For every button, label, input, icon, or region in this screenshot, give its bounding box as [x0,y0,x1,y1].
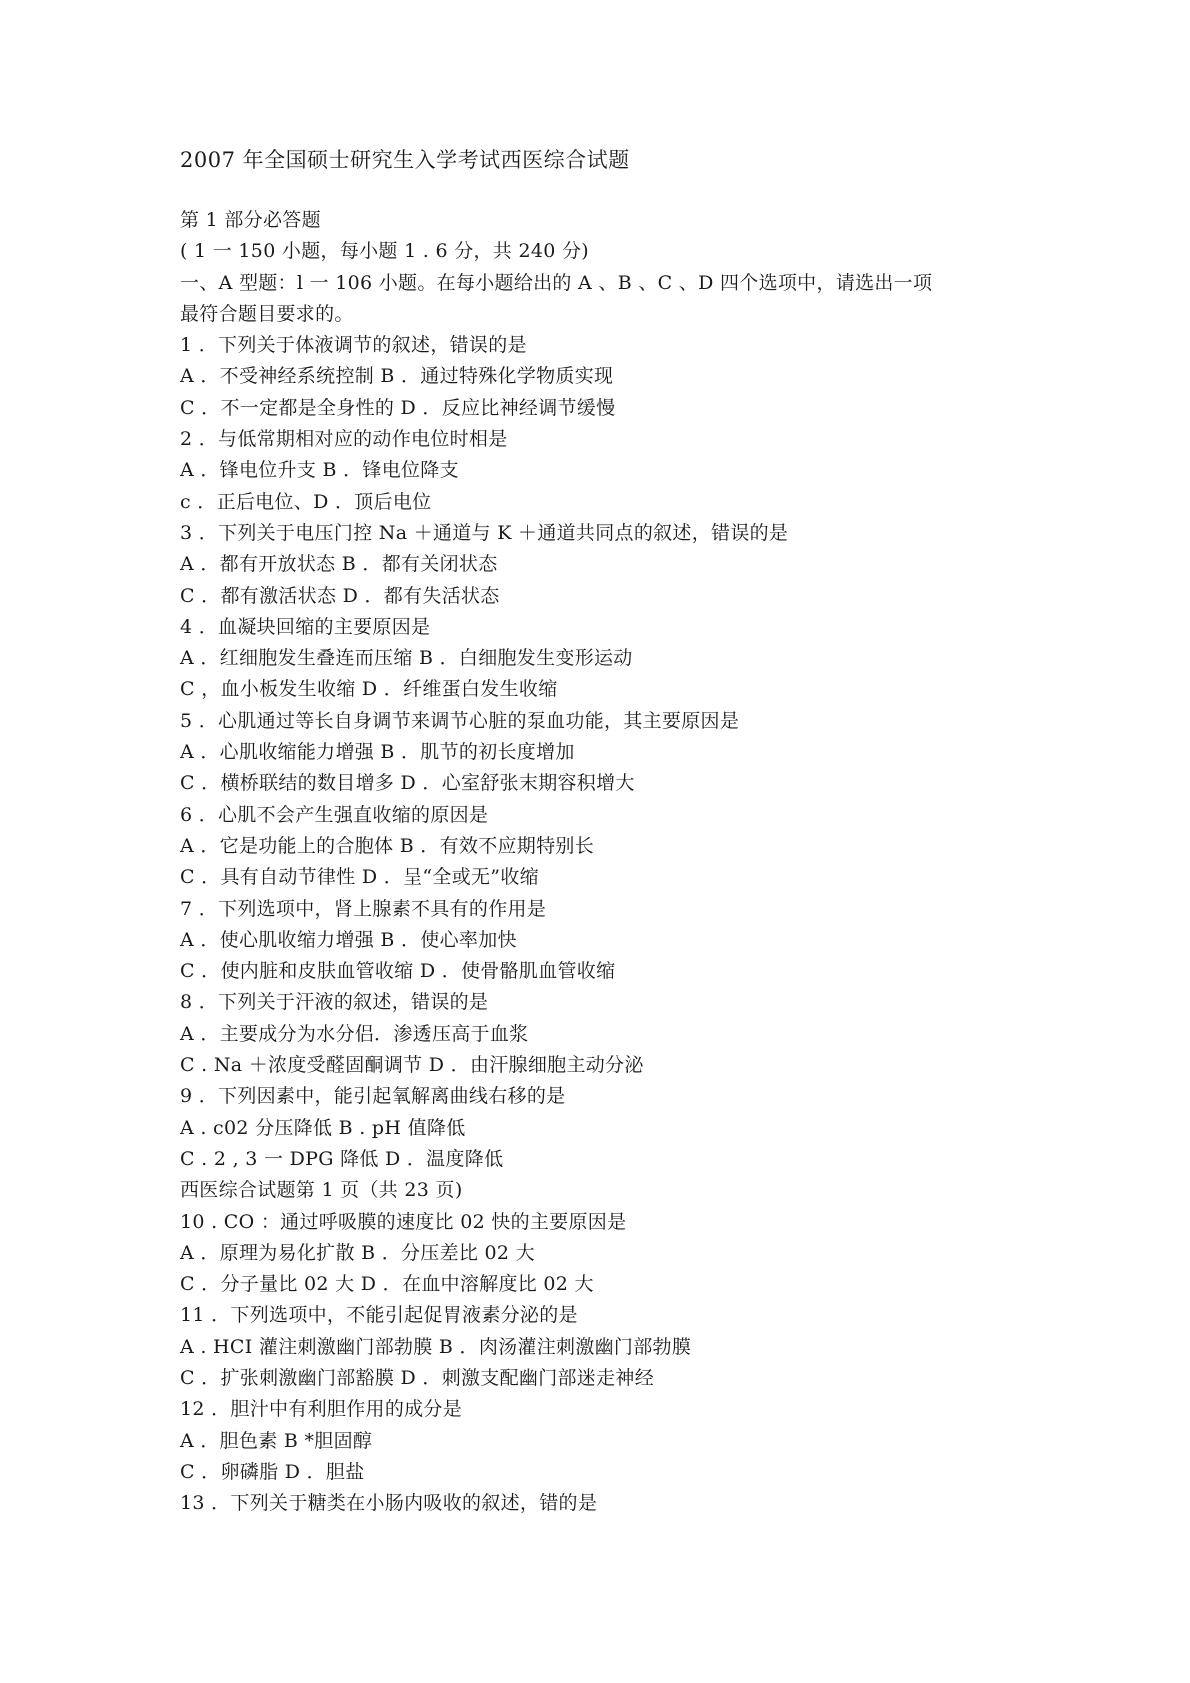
text-line: 7 ．下列选项中，肾上腺素不具有的作用是 [180,897,547,920]
document-title: 2007 年全国硕士研究生入学考试西医综合试题 [180,148,630,172]
text-line: C . Na ＋浓度受醛固酮调节 D ．由汗腺细胞主动分泌 [180,1054,644,1077]
text-line: 12 ．胆汁中有利胆作用的成分是 [180,1398,463,1421]
text-line: 2 ．与低常期相对应的动作电位时相是 [180,428,508,451]
text-line: A ．主要成分为水分侣．渗透压高于血浆 [180,1022,529,1045]
text-line: 11 ．下列选项中，不能引起促胃液素分泌的是 [180,1304,578,1327]
text-line: C . 2 , 3 一 DPG 降低 D ．温度降低 [180,1147,504,1170]
text-line: C ．横桥联结的数目增多 D ．心室舒张末期容积增大 [180,772,635,795]
text-line: 1 ．下列关于体液调节的叙述，错误的是 [180,334,527,357]
text-line: A ．不受神经系统控制 B ．通过特殊化学物质实现 [180,365,614,388]
text-line: C ．扩张刺激幽门部豁膜 D ．刺激支配幽门部迷走神经 [180,1366,654,1389]
text-line: C ．都有激活状态 D ．都有失活状态 [180,584,500,607]
text-line: 4 ．血凝块回缩的主要原因是 [180,615,431,638]
text-line: 3 ．下列关于电压门控 Na ＋通道与 K ＋通道共同点的叙述，错误的是 [180,521,789,544]
text-line: ( 1 一 150 小题，每小题 1 . 6 分，共 240 分) [180,240,589,263]
text-line: 6 ．心肌不会产生强直收缩的原因是 [180,803,489,826]
text-line: A ．使心肌收缩力增强 B ．使心率加快 [180,928,517,951]
text-line: 8 ．下列关于汗液的叙述，错误的是 [180,991,489,1014]
text-line: C ．使内脏和皮肤血管收缩 D ．使骨骼肌血管收缩 [180,960,616,983]
text-line: A ．都有开放状态 B ．都有关闭状态 [180,553,498,576]
document-body [180,205,1060,1519]
text-line: 第 1 部分必答题 [180,209,321,231]
text-line: 9 ．下列因素中，能引起氧解离曲线右移的是 [180,1085,566,1108]
text-line: A ．锋电位升支 B ．锋电位降支 [180,459,459,482]
text-line: A ．原理为易化扩散 B ．分压差比 02 大 [180,1241,535,1264]
text-line: A ．它是功能上的合胞体 B ．有效不应期特别长 [180,834,595,857]
text-line: A . c02 分压降低 B . pH 值降低 [180,1116,466,1139]
text-line: C ，血小板发生收缩 D ．纤维蛋白发生收缩 [180,678,558,701]
text-line: A . HCI 灌注刺激幽门部勃膜 B ．肉汤灌注刺激幽门部勃膜 [180,1335,692,1358]
text-line: A ．红细胞发生叠连而压缩 B ．白细胞发生变形运动 [180,647,633,670]
text-line: 最符合题目要求的。 [180,302,354,325]
text-line: A ．胆色素 B *胆固醇 [180,1429,373,1452]
text-line: C ．不一定都是全身性的 D ．反应比神经调节缓慢 [180,396,616,419]
text-line: C ．具有自动节律性 D ．呈“全或无”收缩 [180,866,539,889]
text-line: c ．正后电位、D ．顶后电位 [180,490,432,513]
text-line: C ．卵磷脂 D ．胆盐 [180,1460,365,1483]
text-line: 5 ．心肌通过等长自身调节来调节心脏的泵血功能，其主要原因是 [180,709,740,732]
text-line: 10 . CO ：通过呼吸膜的速度比 02 快的主要原因是 [180,1210,627,1233]
text-line: 13 ．下列关于糖类在小肠内吸收的叙述，错的是 [180,1492,598,1515]
text-line: A ．心肌收缩能力增强 B ．肌节的初长度增加 [180,741,575,764]
text-line: 一、A 型题：l 一 106 小题。在每小题给出的 A 、B 、C 、D 四个选项中，请选出一项 [180,271,933,294]
text-line: C ．分子量比 02 大 D ．在血中溶解度比 02 大 [180,1273,594,1296]
text-line: 西医综合试题第 1 页（共 23 页) [180,1179,463,1202]
